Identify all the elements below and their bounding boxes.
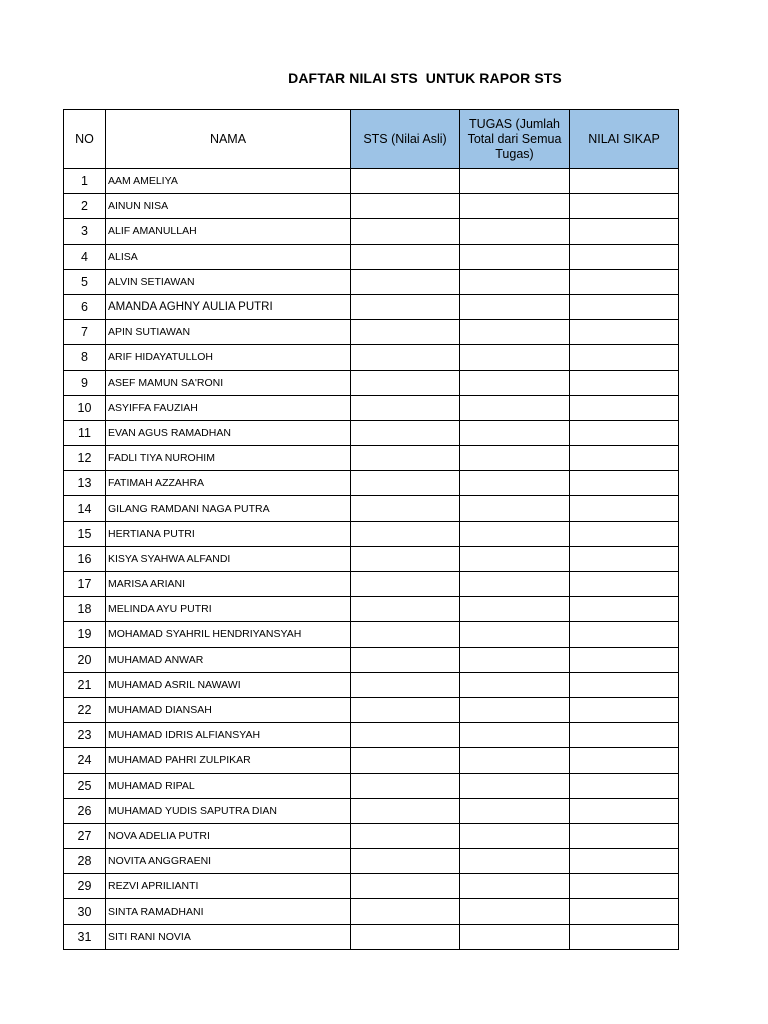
- tugas-cell[interactable]: [460, 320, 570, 345]
- sts-cell[interactable]: [351, 672, 460, 697]
- tugas-cell[interactable]: [460, 823, 570, 848]
- sikap-cell[interactable]: [570, 924, 679, 949]
- sts-cell[interactable]: [351, 924, 460, 949]
- row-number: 7: [64, 320, 106, 345]
- row-number: 1: [64, 169, 106, 194]
- sts-cell[interactable]: [351, 219, 460, 244]
- sts-cell[interactable]: [351, 395, 460, 420]
- table-row: [64, 748, 679, 773]
- sts-cell[interactable]: [351, 269, 460, 294]
- tugas-cell[interactable]: [460, 294, 570, 319]
- sts-cell[interactable]: [351, 723, 460, 748]
- student-name: ASEF MAMUN SA'RONI: [106, 370, 351, 395]
- sikap-cell[interactable]: [570, 798, 679, 823]
- sts-cell[interactable]: [351, 622, 460, 647]
- student-name: MUHAMAD DIANSAH: [106, 697, 351, 722]
- table-row: [64, 496, 679, 521]
- table-row: [64, 244, 679, 269]
- table-row: [64, 446, 679, 471]
- sts-cell[interactable]: [351, 244, 460, 269]
- row-number: 17: [64, 572, 106, 597]
- student-name: ALIF AMANULLAH: [106, 219, 351, 244]
- student-name: MELINDA AYU PUTRI: [106, 597, 351, 622]
- table-row: [64, 471, 679, 496]
- row-number: 31: [64, 924, 106, 949]
- student-name: SINTA RAMADHANI: [106, 899, 351, 924]
- tugas-cell[interactable]: [460, 395, 570, 420]
- table-row: [64, 572, 679, 597]
- sikap-cell[interactable]: [570, 345, 679, 370]
- sts-cell[interactable]: [351, 823, 460, 848]
- tugas-cell[interactable]: [460, 345, 570, 370]
- table-row: [64, 773, 679, 798]
- sikap-cell[interactable]: [570, 521, 679, 546]
- student-name: NOVITA ANGGRAENI: [106, 849, 351, 874]
- row-number: 4: [64, 244, 106, 269]
- table-row: [64, 849, 679, 874]
- sts-cell[interactable]: [351, 169, 460, 194]
- sts-cell[interactable]: [351, 194, 460, 219]
- student-name: ASYIFFA FAUZIAH: [106, 395, 351, 420]
- row-number: 28: [64, 849, 106, 874]
- table-row: [64, 697, 679, 722]
- table-row: [64, 420, 679, 445]
- row-number: 18: [64, 597, 106, 622]
- sts-cell[interactable]: [351, 294, 460, 319]
- tugas-cell[interactable]: [460, 496, 570, 521]
- table-row: [64, 194, 679, 219]
- sts-cell[interactable]: [351, 446, 460, 471]
- tugas-cell[interactable]: [460, 572, 570, 597]
- row-number: 14: [64, 496, 106, 521]
- tugas-cell[interactable]: [460, 169, 570, 194]
- sikap-cell[interactable]: [570, 244, 679, 269]
- table-row: [64, 899, 679, 924]
- tugas-cell[interactable]: [460, 672, 570, 697]
- header-tugas: TUGAS (Jumlah Total dari Semua Tugas): [460, 110, 570, 169]
- sts-cell[interactable]: [351, 370, 460, 395]
- student-name: MUHAMAD YUDIS SAPUTRA DIAN: [106, 798, 351, 823]
- tugas-cell[interactable]: [460, 723, 570, 748]
- sts-cell[interactable]: [351, 748, 460, 773]
- row-number: 29: [64, 874, 106, 899]
- student-name: APIN SUTIAWAN: [106, 320, 351, 345]
- sts-cell[interactable]: [351, 798, 460, 823]
- row-number: 24: [64, 748, 106, 773]
- sikap-cell[interactable]: [570, 723, 679, 748]
- student-name: FADLI TIYA NUROHIM: [106, 446, 351, 471]
- sts-cell[interactable]: [351, 320, 460, 345]
- row-number: 25: [64, 773, 106, 798]
- table-row: [64, 521, 679, 546]
- tugas-cell[interactable]: [460, 924, 570, 949]
- row-number: 3: [64, 219, 106, 244]
- sts-cell[interactable]: [351, 849, 460, 874]
- student-name: ALISA: [106, 244, 351, 269]
- sikap-cell[interactable]: [570, 672, 679, 697]
- student-name: MUHAMAD IDRIS ALFIANSYAH: [106, 723, 351, 748]
- row-number: 20: [64, 647, 106, 672]
- sikap-cell[interactable]: [570, 395, 679, 420]
- table-row: [64, 169, 679, 194]
- student-name: MOHAMAD SYAHRIL HENDRIYANSYAH: [106, 622, 351, 647]
- table-row: [64, 924, 679, 949]
- sts-cell[interactable]: [351, 521, 460, 546]
- tugas-cell[interactable]: [460, 697, 570, 722]
- sts-cell[interactable]: [351, 546, 460, 571]
- table-row: [64, 823, 679, 848]
- sikap-cell[interactable]: [570, 446, 679, 471]
- tugas-cell[interactable]: [460, 546, 570, 571]
- sts-cell[interactable]: [351, 471, 460, 496]
- student-name: AINUN NISA: [106, 194, 351, 219]
- sikap-cell[interactable]: [570, 748, 679, 773]
- grade-table-body: [64, 169, 679, 950]
- tugas-cell[interactable]: [460, 446, 570, 471]
- row-number: 27: [64, 823, 106, 848]
- student-name: HERTIANA PUTRI: [106, 521, 351, 546]
- sikap-cell[interactable]: [570, 622, 679, 647]
- student-name: ARIF HIDAYATULLOH: [106, 345, 351, 370]
- tugas-cell[interactable]: [460, 849, 570, 874]
- table-row: [64, 294, 679, 319]
- sts-cell[interactable]: [351, 572, 460, 597]
- table-row: [64, 622, 679, 647]
- row-number: 19: [64, 622, 106, 647]
- header-row: [64, 110, 679, 169]
- table-row: [64, 219, 679, 244]
- row-number: 21: [64, 672, 106, 697]
- table-row: [64, 798, 679, 823]
- table-row: [64, 647, 679, 672]
- sikap-cell[interactable]: [570, 647, 679, 672]
- sikap-cell[interactable]: [570, 773, 679, 798]
- sikap-cell[interactable]: [570, 849, 679, 874]
- student-name: MUHAMAD RIPAL: [106, 773, 351, 798]
- row-number: 22: [64, 697, 106, 722]
- tugas-cell[interactable]: [460, 194, 570, 219]
- table-row: [64, 597, 679, 622]
- student-name: ALVIN SETIAWAN: [106, 269, 351, 294]
- row-number: 13: [64, 471, 106, 496]
- tugas-cell[interactable]: [460, 647, 570, 672]
- sts-cell[interactable]: [351, 496, 460, 521]
- tugas-cell[interactable]: [460, 420, 570, 445]
- student-name: KISYA SYAHWA ALFANDI: [106, 546, 351, 571]
- student-name: AMANDA AGHNY AULIA PUTRI: [106, 294, 351, 319]
- row-number: 5: [64, 269, 106, 294]
- student-name: REZVI APRILIANTI: [106, 874, 351, 899]
- tugas-cell[interactable]: [460, 748, 570, 773]
- header-sikap: NILAI SIKAP: [570, 110, 679, 169]
- row-number: 6: [64, 294, 106, 319]
- sts-cell[interactable]: [351, 345, 460, 370]
- sts-cell[interactable]: [351, 420, 460, 445]
- grade-table: [63, 109, 679, 950]
- sikap-cell[interactable]: [570, 269, 679, 294]
- table-row: [64, 345, 679, 370]
- sikap-cell[interactable]: [570, 471, 679, 496]
- row-number: 12: [64, 446, 106, 471]
- sts-cell[interactable]: [351, 899, 460, 924]
- tugas-cell[interactable]: [460, 622, 570, 647]
- tugas-cell[interactable]: [460, 773, 570, 798]
- sikap-cell[interactable]: [570, 899, 679, 924]
- student-name: AAM AMELIYA: [106, 169, 351, 194]
- student-name: MARISA ARIANI: [106, 572, 351, 597]
- sikap-cell[interactable]: [570, 169, 679, 194]
- sikap-cell[interactable]: [570, 294, 679, 319]
- table-row: [64, 723, 679, 748]
- table-row: [64, 874, 679, 899]
- header-sts: STS (Nilai Asli): [351, 110, 460, 169]
- sikap-cell[interactable]: [570, 697, 679, 722]
- row-number: 8: [64, 345, 106, 370]
- student-name: GILANG RAMDANI NAGA PUTRA: [106, 496, 351, 521]
- student-name: MUHAMAD ANWAR: [106, 647, 351, 672]
- sts-cell[interactable]: [351, 773, 460, 798]
- table-row: [64, 269, 679, 294]
- tugas-cell[interactable]: [460, 471, 570, 496]
- student-name: EVAN AGUS RAMADHAN: [106, 420, 351, 445]
- sikap-cell[interactable]: [570, 597, 679, 622]
- tugas-cell[interactable]: [460, 798, 570, 823]
- tugas-cell[interactable]: [460, 370, 570, 395]
- row-number: 9: [64, 370, 106, 395]
- row-number: 15: [64, 521, 106, 546]
- sikap-cell[interactable]: [570, 320, 679, 345]
- header-nama: NAMA: [106, 110, 351, 169]
- table-row: [64, 546, 679, 571]
- tugas-cell[interactable]: [460, 597, 570, 622]
- sikap-cell[interactable]: [570, 370, 679, 395]
- sts-cell[interactable]: [351, 647, 460, 672]
- table-row: [64, 320, 679, 345]
- sikap-cell[interactable]: [570, 874, 679, 899]
- sikap-cell[interactable]: [570, 219, 679, 244]
- row-number: 11: [64, 420, 106, 445]
- tugas-cell[interactable]: [460, 521, 570, 546]
- student-name: SITI RANI NOVIA: [106, 924, 351, 949]
- tugas-cell[interactable]: [460, 899, 570, 924]
- student-name: FATIMAH AZZAHRA: [106, 471, 351, 496]
- row-number: 30: [64, 899, 106, 924]
- student-name: MUHAMAD PAHRI ZULPIKAR: [106, 748, 351, 773]
- sts-cell[interactable]: [351, 597, 460, 622]
- sikap-cell[interactable]: [570, 496, 679, 521]
- row-number: 26: [64, 798, 106, 823]
- table-row: [64, 395, 679, 420]
- tugas-cell[interactable]: [460, 874, 570, 899]
- table-row: [64, 370, 679, 395]
- student-name: NOVA ADELIA PUTRI: [106, 823, 351, 848]
- row-number: 2: [64, 194, 106, 219]
- row-number: 23: [64, 723, 106, 748]
- row-number: 16: [64, 546, 106, 571]
- sikap-cell[interactable]: [570, 420, 679, 445]
- sikap-cell[interactable]: [570, 823, 679, 848]
- header-no: NO: [64, 110, 106, 169]
- tugas-cell[interactable]: [460, 219, 570, 244]
- sikap-cell[interactable]: [570, 194, 679, 219]
- sikap-cell[interactable]: [570, 546, 679, 571]
- sikap-cell[interactable]: [570, 572, 679, 597]
- sts-cell[interactable]: [351, 697, 460, 722]
- sts-cell[interactable]: [351, 874, 460, 899]
- table-row: [64, 672, 679, 697]
- tugas-cell[interactable]: [460, 269, 570, 294]
- student-name: MUHAMAD ASRIL NAWAWI: [106, 672, 351, 697]
- document-title: DAFTAR NILAI STS UNTUK RAPOR STS: [288, 70, 562, 86]
- row-number: 10: [64, 395, 106, 420]
- tugas-cell[interactable]: [460, 244, 570, 269]
